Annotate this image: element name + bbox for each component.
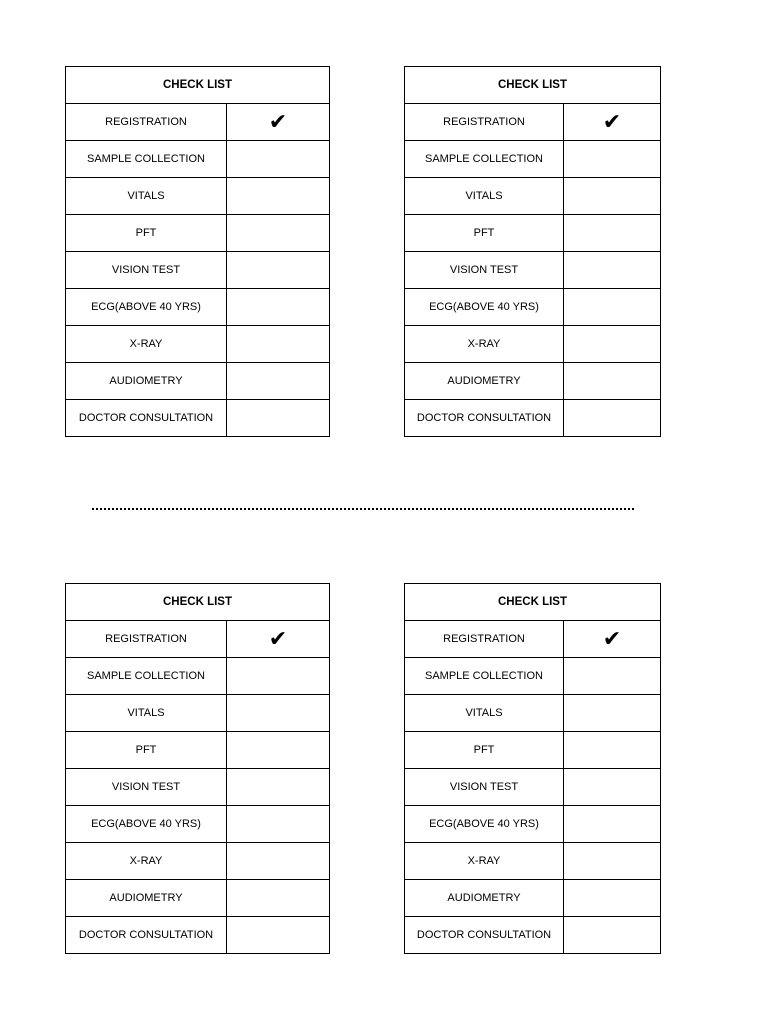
checkmark-cell[interactable] xyxy=(564,178,661,215)
checklist-row xyxy=(66,104,330,141)
checklist-row xyxy=(66,843,330,880)
checklist-row xyxy=(66,658,330,695)
item-label: VITALS xyxy=(405,695,564,732)
checklist-row xyxy=(405,400,661,437)
checkmark-cell[interactable] xyxy=(564,843,661,880)
checkmark-cell[interactable] xyxy=(564,769,661,806)
checkmark-cell[interactable] xyxy=(227,400,330,437)
checklist-row xyxy=(66,806,330,843)
checkmark-cell[interactable] xyxy=(227,732,330,769)
item-label: AUDIOMETRY xyxy=(405,363,564,400)
checklist-row xyxy=(66,215,330,252)
checklist-row xyxy=(405,917,661,954)
item-label: VITALS xyxy=(405,178,564,215)
item-label: VITALS xyxy=(66,695,227,732)
checklist-title: CHECK LIST xyxy=(66,584,330,621)
item-label: VISION TEST xyxy=(405,252,564,289)
checklist-row xyxy=(66,363,330,400)
checklist-row xyxy=(405,880,661,917)
checklist-row xyxy=(405,806,661,843)
checkmark-cell[interactable] xyxy=(564,880,661,917)
checkmark-cell[interactable] xyxy=(564,141,661,178)
checklist-row xyxy=(66,326,330,363)
checkmark-cell[interactable] xyxy=(564,252,661,289)
checklist-row xyxy=(405,215,661,252)
checkmark-cell[interactable] xyxy=(227,806,330,843)
checkmark-cell[interactable] xyxy=(227,769,330,806)
item-label: DOCTOR CONSULTATION xyxy=(405,917,564,954)
item-label: SAMPLE COLLECTION xyxy=(66,141,227,178)
checkmark-cell[interactable] xyxy=(227,658,330,695)
item-label: ECG(ABOVE 40 YRS) xyxy=(66,806,227,843)
checklist-row xyxy=(405,289,661,326)
checklist-row xyxy=(405,252,661,289)
checklist-row xyxy=(66,695,330,732)
checkmark-cell[interactable] xyxy=(227,880,330,917)
item-label: VISION TEST xyxy=(66,252,227,289)
item-label: AUDIOMETRY xyxy=(405,880,564,917)
checkmark-cell[interactable] xyxy=(564,732,661,769)
checklist-row xyxy=(405,178,661,215)
checklist-row xyxy=(66,252,330,289)
checklist-table-4 xyxy=(404,583,661,954)
checkmark-cell[interactable] xyxy=(227,289,330,326)
checklist-row xyxy=(66,732,330,769)
checkmark-cell[interactable] xyxy=(227,252,330,289)
item-label: AUDIOMETRY xyxy=(66,363,227,400)
checkmark-cell[interactable] xyxy=(227,843,330,880)
item-label: REGISTRATION xyxy=(66,621,227,658)
item-label: REGISTRATION xyxy=(66,104,227,141)
item-label: PFT xyxy=(66,215,227,252)
checklist-row xyxy=(405,843,661,880)
checklist-row xyxy=(66,141,330,178)
checkmark-cell[interactable] xyxy=(564,806,661,843)
item-label: PFT xyxy=(405,732,564,769)
checkmark-cell[interactable] xyxy=(227,178,330,215)
item-label: REGISTRATION xyxy=(405,621,564,658)
checklist-row xyxy=(405,104,661,141)
checklist-row xyxy=(405,326,661,363)
checkmark-cell[interactable] xyxy=(227,326,330,363)
checkmark-cell[interactable] xyxy=(564,363,661,400)
item-label: X-RAY xyxy=(66,843,227,880)
item-label: VITALS xyxy=(66,178,227,215)
item-label: VISION TEST xyxy=(66,769,227,806)
item-label: ECG(ABOVE 40 YRS) xyxy=(66,289,227,326)
checkmark-cell[interactable]: ✔ xyxy=(227,621,330,658)
checkmark-cell[interactable] xyxy=(564,400,661,437)
checklist-table-1 xyxy=(65,66,330,437)
checklist-row xyxy=(66,289,330,326)
checkmark-cell[interactable]: ✔ xyxy=(564,104,661,141)
checkmark-cell[interactable] xyxy=(227,141,330,178)
checkmark-cell[interactable] xyxy=(227,695,330,732)
checklist-row xyxy=(405,769,661,806)
item-label: ECG(ABOVE 40 YRS) xyxy=(405,289,564,326)
checklist-row xyxy=(405,363,661,400)
checkmark-cell[interactable]: ✔ xyxy=(564,621,661,658)
checklist-table-2 xyxy=(404,66,661,437)
checkmark-cell[interactable] xyxy=(564,289,661,326)
checklist-row xyxy=(405,141,661,178)
item-label: AUDIOMETRY xyxy=(66,880,227,917)
checkmark-cell[interactable] xyxy=(564,658,661,695)
checklist-row xyxy=(405,695,661,732)
item-label: SAMPLE COLLECTION xyxy=(66,658,227,695)
item-label: DOCTOR CONSULTATION xyxy=(66,917,227,954)
checklist-row xyxy=(66,880,330,917)
checklist-row xyxy=(405,658,661,695)
item-label: PFT xyxy=(405,215,564,252)
item-label: ECG(ABOVE 40 YRS) xyxy=(405,806,564,843)
item-label: SAMPLE COLLECTION xyxy=(405,141,564,178)
checklist-title: CHECK LIST xyxy=(405,584,661,621)
checklist-row xyxy=(66,178,330,215)
checklist-title: CHECK LIST xyxy=(66,67,330,104)
item-label: DOCTOR CONSULTATION xyxy=(66,400,227,437)
checkmark-cell[interactable] xyxy=(227,363,330,400)
checklist-row xyxy=(66,769,330,806)
checkmark-cell[interactable] xyxy=(564,215,661,252)
checkmark-cell[interactable] xyxy=(227,215,330,252)
checklist-row xyxy=(405,732,661,769)
checklist-table-3 xyxy=(65,583,330,954)
checklist-title: CHECK LIST xyxy=(405,67,661,104)
item-label: X-RAY xyxy=(405,843,564,880)
checkmark-cell[interactable] xyxy=(227,917,330,954)
item-label: X-RAY xyxy=(405,326,564,363)
item-label: PFT xyxy=(66,732,227,769)
checkmark-cell[interactable] xyxy=(564,917,661,954)
checkmark-cell[interactable] xyxy=(564,695,661,732)
checkmark-cell[interactable]: ✔ xyxy=(227,104,330,141)
checklist-row xyxy=(66,621,330,658)
item-label: VISION TEST xyxy=(405,769,564,806)
checklist-row xyxy=(66,400,330,437)
item-label: X-RAY xyxy=(66,326,227,363)
checklist-row xyxy=(405,621,661,658)
item-label: DOCTOR CONSULTATION xyxy=(405,400,564,437)
checklist-row xyxy=(66,917,330,954)
cut-line-divider xyxy=(92,508,634,510)
checkmark-cell[interactable] xyxy=(564,326,661,363)
item-label: REGISTRATION xyxy=(405,104,564,141)
item-label: SAMPLE COLLECTION xyxy=(405,658,564,695)
